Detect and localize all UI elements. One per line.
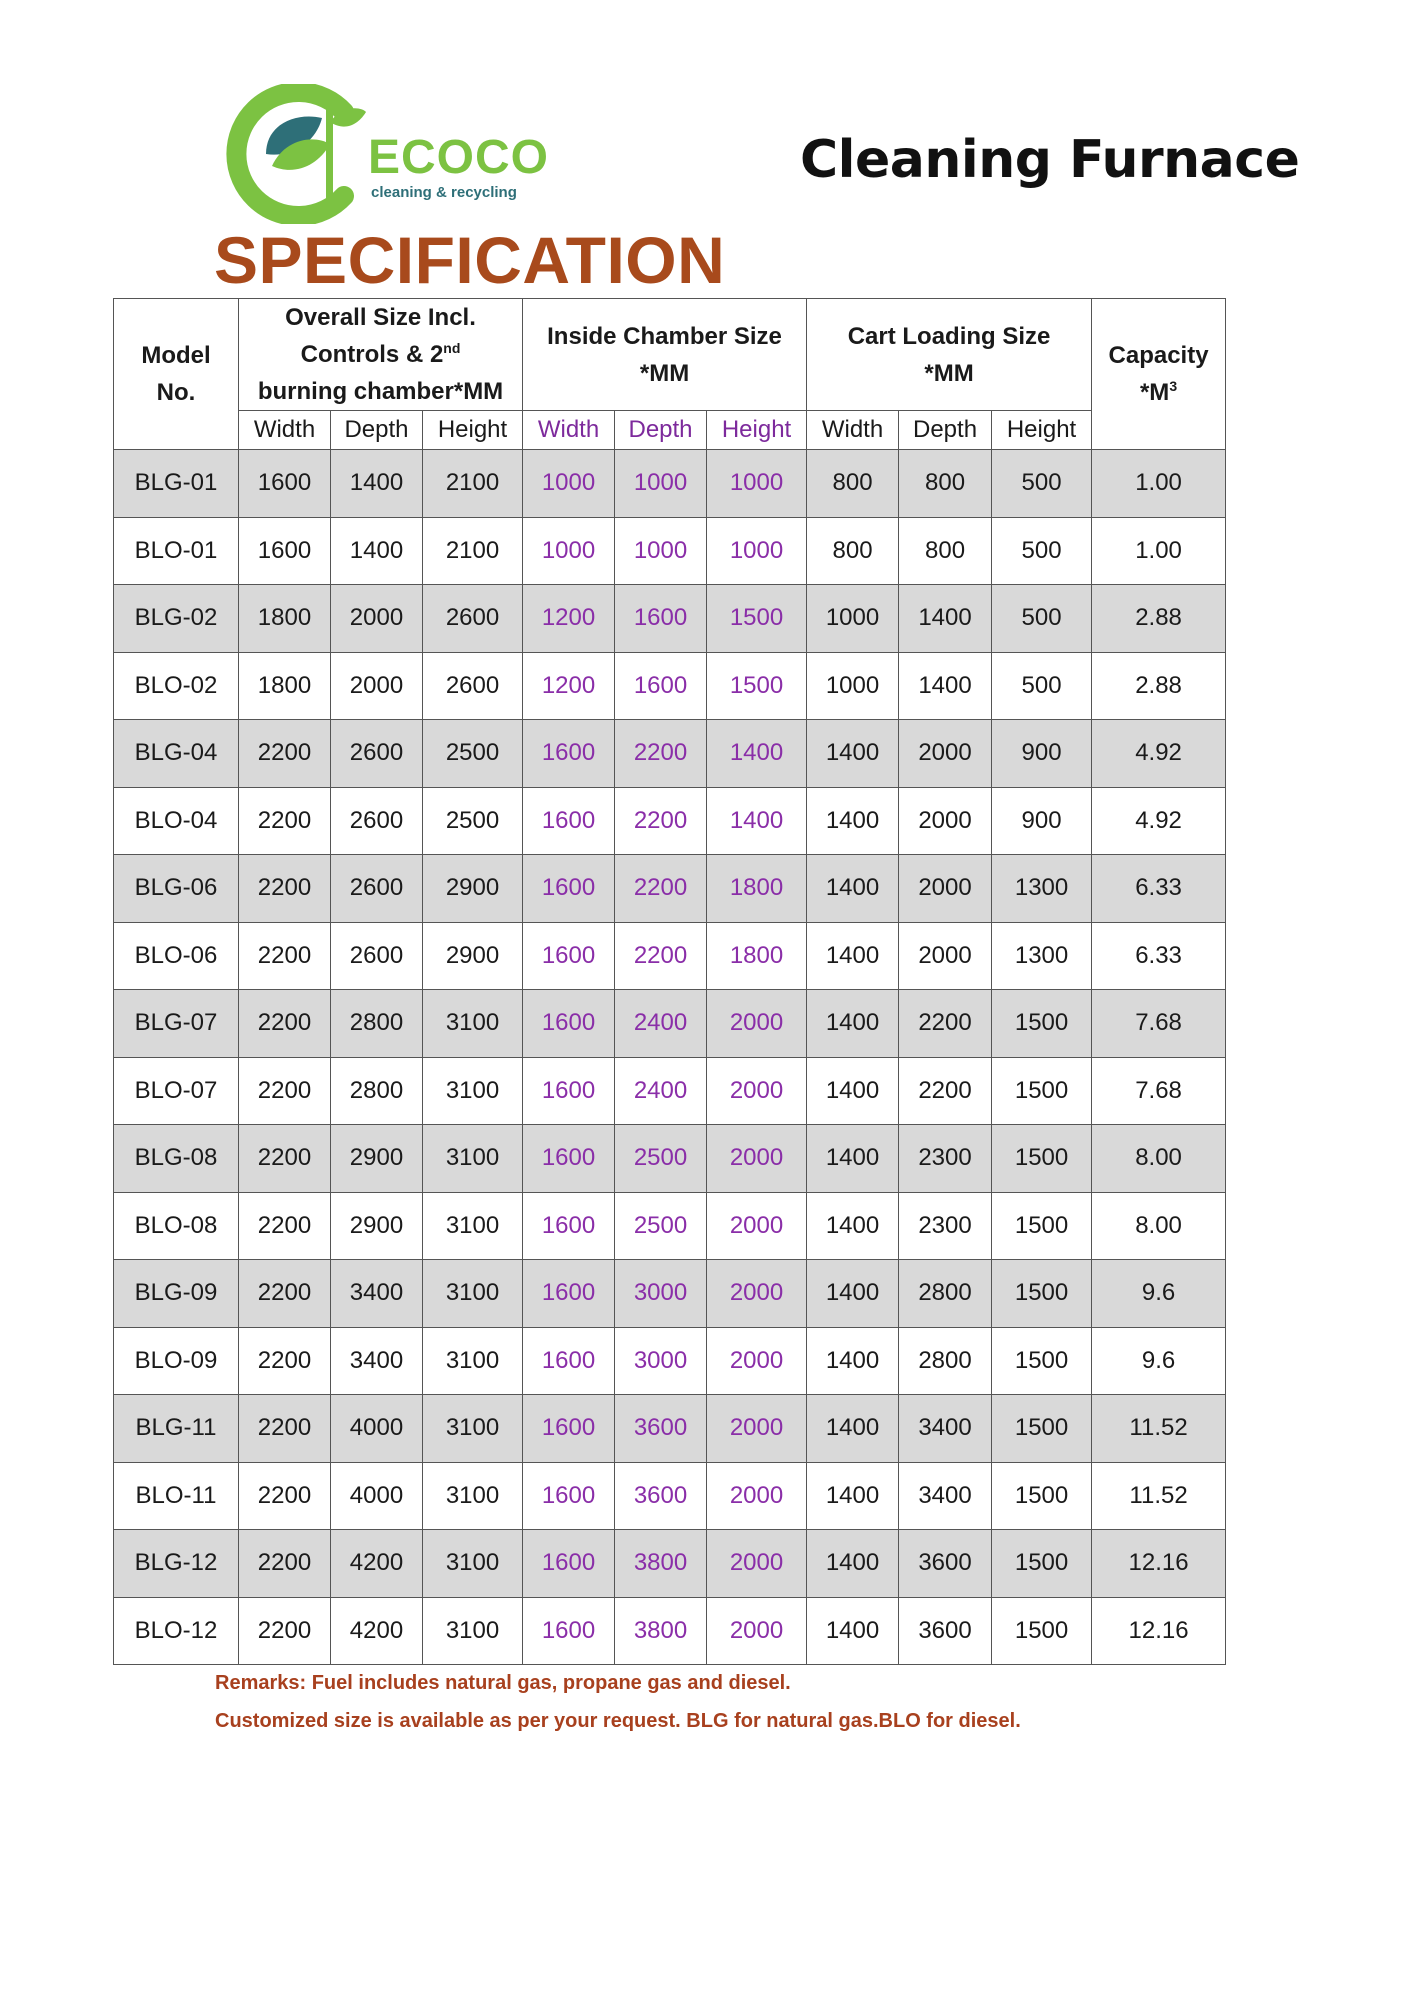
table-cell: 1600 [523, 855, 615, 923]
table-cell: 1.00 [1092, 450, 1226, 518]
table-cell: 1000 [523, 450, 615, 518]
table-cell: 4200 [331, 1530, 423, 1598]
table-cell: 3600 [615, 1462, 707, 1530]
table-cell: 2900 [423, 855, 523, 923]
table-row [114, 1395, 1226, 1463]
table-cell: 1400 [807, 720, 899, 788]
table-cell: 2200 [239, 1530, 331, 1598]
table-cell: 1400 [807, 1260, 899, 1328]
model-cell: BLG-09 [114, 1260, 239, 1328]
table-row [114, 1057, 1226, 1125]
table-cell: 1600 [615, 652, 707, 720]
table-cell: 1200 [523, 652, 615, 720]
model-cell: BLG-07 [114, 990, 239, 1058]
table-cell: 2200 [239, 990, 331, 1058]
table-cell: 1400 [331, 450, 423, 518]
table-cell: 1400 [807, 855, 899, 923]
table-cell: 2000 [707, 1395, 807, 1463]
table-cell: 1500 [992, 990, 1092, 1058]
model-cell: BLG-12 [114, 1530, 239, 1598]
table-cell: 3100 [423, 1462, 523, 1530]
table-cell: 1400 [331, 517, 423, 585]
table-cell: 2800 [899, 1327, 992, 1395]
table-row [114, 855, 1226, 923]
table-cell: 1500 [992, 1462, 1092, 1530]
table-cell: 1400 [807, 1462, 899, 1530]
table-cell: 3100 [423, 1395, 523, 1463]
table-row [114, 1125, 1226, 1193]
table-cell: 1800 [707, 922, 807, 990]
table-cell: 2000 [707, 990, 807, 1058]
table-row [114, 652, 1226, 720]
subheader-inside-height: Height [707, 411, 807, 450]
table-cell: 3400 [331, 1260, 423, 1328]
table-cell: 2000 [331, 652, 423, 720]
model-cell: BLG-04 [114, 720, 239, 788]
table-cell: 12.16 [1092, 1597, 1226, 1665]
model-cell: BLG-11 [114, 1395, 239, 1463]
table-cell: 3000 [615, 1260, 707, 1328]
table-row [114, 990, 1226, 1058]
table-cell: 500 [992, 652, 1092, 720]
table-cell: 1600 [523, 1260, 615, 1328]
brand-name: ECOCO [368, 131, 550, 184]
table-row [114, 585, 1226, 653]
table-cell: 1800 [239, 652, 331, 720]
table-cell: 2200 [239, 1192, 331, 1260]
table-cell: 1400 [807, 1597, 899, 1665]
table-cell: 1500 [992, 1260, 1092, 1328]
header-overall-size: Overall Size Incl. Controls & 2nd burning chamber*MM [239, 299, 523, 411]
table-cell: 8.00 [1092, 1125, 1226, 1193]
table-cell: 2600 [331, 855, 423, 923]
table-cell: 2000 [899, 922, 992, 990]
table-cell: 2200 [899, 1057, 992, 1125]
table-row [114, 1462, 1226, 1530]
table-cell: 1600 [615, 585, 707, 653]
table-cell: 3400 [331, 1327, 423, 1395]
table-cell: 1500 [707, 585, 807, 653]
table-cell: 3100 [423, 1530, 523, 1598]
table-cell: 1600 [523, 922, 615, 990]
table-cell: 4.92 [1092, 720, 1226, 788]
table-body [114, 450, 1226, 1665]
model-cell: BLO-12 [114, 1597, 239, 1665]
company-logo [226, 84, 556, 224]
table-cell: 2000 [899, 787, 992, 855]
table-cell: 2600 [423, 585, 523, 653]
table-cell: 500 [992, 450, 1092, 518]
table-cell: 800 [899, 450, 992, 518]
table-cell: 2000 [707, 1597, 807, 1665]
table-cell: 1400 [899, 652, 992, 720]
table-cell: 4000 [331, 1395, 423, 1463]
table-cell: 900 [992, 787, 1092, 855]
remark-custom-size: Customized size is available as per your request. BLG for natural gas.BLO for diesel. [215, 1710, 1021, 1732]
table-cell: 1600 [239, 450, 331, 518]
model-cell: BLG-06 [114, 855, 239, 923]
model-cell: BLO-11 [114, 1462, 239, 1530]
table-row [114, 1260, 1226, 1328]
table-cell: 4000 [331, 1462, 423, 1530]
table-cell: 2500 [615, 1125, 707, 1193]
table-cell: 1400 [707, 720, 807, 788]
model-cell: BLO-04 [114, 787, 239, 855]
table-cell: 1000 [615, 450, 707, 518]
table-row [114, 922, 1226, 990]
table-cell: 800 [899, 517, 992, 585]
table-cell: 2200 [239, 1462, 331, 1530]
model-cell: BLO-08 [114, 1192, 239, 1260]
table-cell: 6.33 [1092, 922, 1226, 990]
subheader-cart-width: Width [807, 411, 899, 450]
table-row [114, 720, 1226, 788]
table-cell: 1600 [239, 517, 331, 585]
table-cell: 2800 [331, 1057, 423, 1125]
table-cell: 2000 [331, 585, 423, 653]
table-cell: 3600 [899, 1597, 992, 1665]
table-cell: 2800 [331, 990, 423, 1058]
table-cell: 1600 [523, 787, 615, 855]
table-cell: 1600 [523, 1395, 615, 1463]
table-cell: 2500 [423, 787, 523, 855]
table-cell: 2000 [707, 1057, 807, 1125]
table-cell: 3400 [899, 1462, 992, 1530]
table-cell: 1000 [707, 517, 807, 585]
table-cell: 1400 [807, 1395, 899, 1463]
table-cell: 1000 [615, 517, 707, 585]
subheader-cart-depth: Depth [899, 411, 992, 450]
table-cell: 1400 [899, 585, 992, 653]
table-cell: 2200 [239, 1057, 331, 1125]
specification-table [113, 298, 1226, 1665]
table-cell: 1400 [807, 990, 899, 1058]
table-cell: 9.6 [1092, 1260, 1226, 1328]
table-cell: 2200 [615, 922, 707, 990]
model-cell: BLG-08 [114, 1125, 239, 1193]
table-cell: 2200 [899, 990, 992, 1058]
leaf-logo-icon [226, 84, 366, 224]
subheader-inside-depth: Depth [615, 411, 707, 450]
table-row [114, 1530, 1226, 1598]
table-cell: 1800 [707, 855, 807, 923]
table-cell: 2.88 [1092, 585, 1226, 653]
table-cell: 500 [992, 517, 1092, 585]
table-cell: 3100 [423, 1057, 523, 1125]
table-cell: 2000 [899, 720, 992, 788]
table-cell: 1600 [523, 1462, 615, 1530]
table-cell: 2200 [615, 720, 707, 788]
table-cell: 3100 [423, 990, 523, 1058]
subheader-overall-height: Height [423, 411, 523, 450]
table-cell: 900 [992, 720, 1092, 788]
table-cell: 2200 [239, 1260, 331, 1328]
table-cell: 1600 [523, 1327, 615, 1395]
table-cell: 1400 [707, 787, 807, 855]
model-cell: BLO-07 [114, 1057, 239, 1125]
table-cell: 12.16 [1092, 1530, 1226, 1598]
table-cell: 1600 [523, 720, 615, 788]
table-cell: 7.68 [1092, 990, 1226, 1058]
table-cell: 3000 [615, 1327, 707, 1395]
table-row [114, 517, 1226, 585]
header-inside-chamber: Inside Chamber Size *MM [523, 299, 807, 411]
subheader-cart-height: Height [992, 411, 1092, 450]
subheader-overall-width: Width [239, 411, 331, 450]
table-cell: 1200 [523, 585, 615, 653]
model-cell: BLO-09 [114, 1327, 239, 1395]
model-cell: BLG-01 [114, 450, 239, 518]
remark-fuel: Remarks: Fuel includes natural gas, propane gas and diesel. [215, 1672, 791, 1694]
subheader-overall-depth: Depth [331, 411, 423, 450]
subheader-inside-width: Width [523, 411, 615, 450]
table-cell: 3100 [423, 1125, 523, 1193]
table-cell: 1400 [807, 1327, 899, 1395]
table-cell: 1400 [807, 787, 899, 855]
table-cell: 3100 [423, 1327, 523, 1395]
table-cell: 7.68 [1092, 1057, 1226, 1125]
table-cell: 1000 [523, 517, 615, 585]
table-cell: 2100 [423, 517, 523, 585]
table-cell: 2500 [423, 720, 523, 788]
section-heading: SPECIFICATION [214, 223, 726, 297]
table-cell: 1000 [807, 652, 899, 720]
table-cell: 2000 [707, 1260, 807, 1328]
table-cell: 1500 [992, 1395, 1092, 1463]
table-cell: 6.33 [1092, 855, 1226, 923]
table-cell: 2600 [331, 787, 423, 855]
table-cell: 2000 [707, 1327, 807, 1395]
page-title: Cleaning Furnace [800, 130, 1300, 190]
brand-tagline: cleaning & recycling [371, 184, 517, 201]
table-cell: 1300 [992, 855, 1092, 923]
table-cell: 2300 [899, 1125, 992, 1193]
table-cell: 2200 [239, 1395, 331, 1463]
table-cell: 2600 [331, 720, 423, 788]
table-cell: 1600 [523, 1530, 615, 1598]
table-cell: 2200 [615, 787, 707, 855]
table-row [114, 787, 1226, 855]
table-cell: 2900 [423, 922, 523, 990]
table-cell: 2300 [899, 1192, 992, 1260]
table-cell: 3600 [899, 1530, 992, 1598]
model-cell: BLG-02 [114, 585, 239, 653]
table-cell: 11.52 [1092, 1462, 1226, 1530]
table-cell: 2000 [707, 1125, 807, 1193]
table-cell: 2.88 [1092, 652, 1226, 720]
model-cell: BLO-06 [114, 922, 239, 990]
table-cell: 1800 [239, 585, 331, 653]
table-cell: 2200 [239, 922, 331, 990]
model-cell: BLO-02 [114, 652, 239, 720]
table-cell: 3100 [423, 1597, 523, 1665]
table-cell: 1500 [992, 1597, 1092, 1665]
table-cell: 3100 [423, 1260, 523, 1328]
table-cell: 800 [807, 450, 899, 518]
table-cell: 2600 [331, 922, 423, 990]
table-cell: 1400 [807, 1057, 899, 1125]
table-cell: 3400 [899, 1395, 992, 1463]
table-cell: 2600 [423, 652, 523, 720]
table-cell: 2000 [899, 855, 992, 923]
table-cell: 2900 [331, 1192, 423, 1260]
table-row [114, 450, 1226, 518]
table-cell: 1600 [523, 1597, 615, 1665]
table-row [114, 1192, 1226, 1260]
table-cell: 1400 [807, 1125, 899, 1193]
table-cell: 800 [807, 517, 899, 585]
table-cell: 1600 [523, 1125, 615, 1193]
header-cart-loading: Cart Loading Size *MM [807, 299, 1092, 411]
table-cell: 2200 [239, 720, 331, 788]
table-cell: 1.00 [1092, 517, 1226, 585]
table-cell: 2500 [615, 1192, 707, 1260]
table-cell: 1500 [992, 1192, 1092, 1260]
table-cell: 2000 [707, 1530, 807, 1598]
table-cell: 500 [992, 585, 1092, 653]
table-cell: 1000 [807, 585, 899, 653]
table-cell: 2400 [615, 990, 707, 1058]
table-cell: 3600 [615, 1395, 707, 1463]
table-row [114, 1327, 1226, 1395]
table-cell: 1500 [992, 1057, 1092, 1125]
table-cell: 3800 [615, 1597, 707, 1665]
table-cell: 2000 [707, 1462, 807, 1530]
table-cell: 4200 [331, 1597, 423, 1665]
table-cell: 1400 [807, 1192, 899, 1260]
table-cell: 3800 [615, 1530, 707, 1598]
table-cell: 1400 [807, 922, 899, 990]
table-cell: 1500 [992, 1530, 1092, 1598]
table-cell: 8.00 [1092, 1192, 1226, 1260]
table-cell: 9.6 [1092, 1327, 1226, 1395]
table-cell: 1500 [992, 1327, 1092, 1395]
table-cell: 2400 [615, 1057, 707, 1125]
table-cell: 2000 [707, 1192, 807, 1260]
table-cell: 2200 [239, 1125, 331, 1193]
table-cell: 1500 [707, 652, 807, 720]
table-cell: 2200 [239, 1327, 331, 1395]
table-cell: 1600 [523, 990, 615, 1058]
table-row [114, 1597, 1226, 1665]
table-cell: 1000 [707, 450, 807, 518]
table-cell: 2800 [899, 1260, 992, 1328]
table-cell: 3100 [423, 1192, 523, 1260]
table-cell: 1300 [992, 922, 1092, 990]
header-model: Model No. [114, 299, 239, 450]
table-cell: 11.52 [1092, 1395, 1226, 1463]
table-cell: 2900 [331, 1125, 423, 1193]
table-cell: 2200 [239, 855, 331, 923]
table-cell: 2100 [423, 450, 523, 518]
table-cell: 2200 [239, 1597, 331, 1665]
table-cell: 1600 [523, 1192, 615, 1260]
model-cell: BLO-01 [114, 517, 239, 585]
table-cell: 4.92 [1092, 787, 1226, 855]
table-cell: 1400 [807, 1530, 899, 1598]
table-cell: 1600 [523, 1057, 615, 1125]
header-capacity: Capacity $*M^3$ [1092, 299, 1226, 450]
table-cell: 2200 [615, 855, 707, 923]
table-cell: 2200 [239, 787, 331, 855]
table-cell: 1500 [992, 1125, 1092, 1193]
